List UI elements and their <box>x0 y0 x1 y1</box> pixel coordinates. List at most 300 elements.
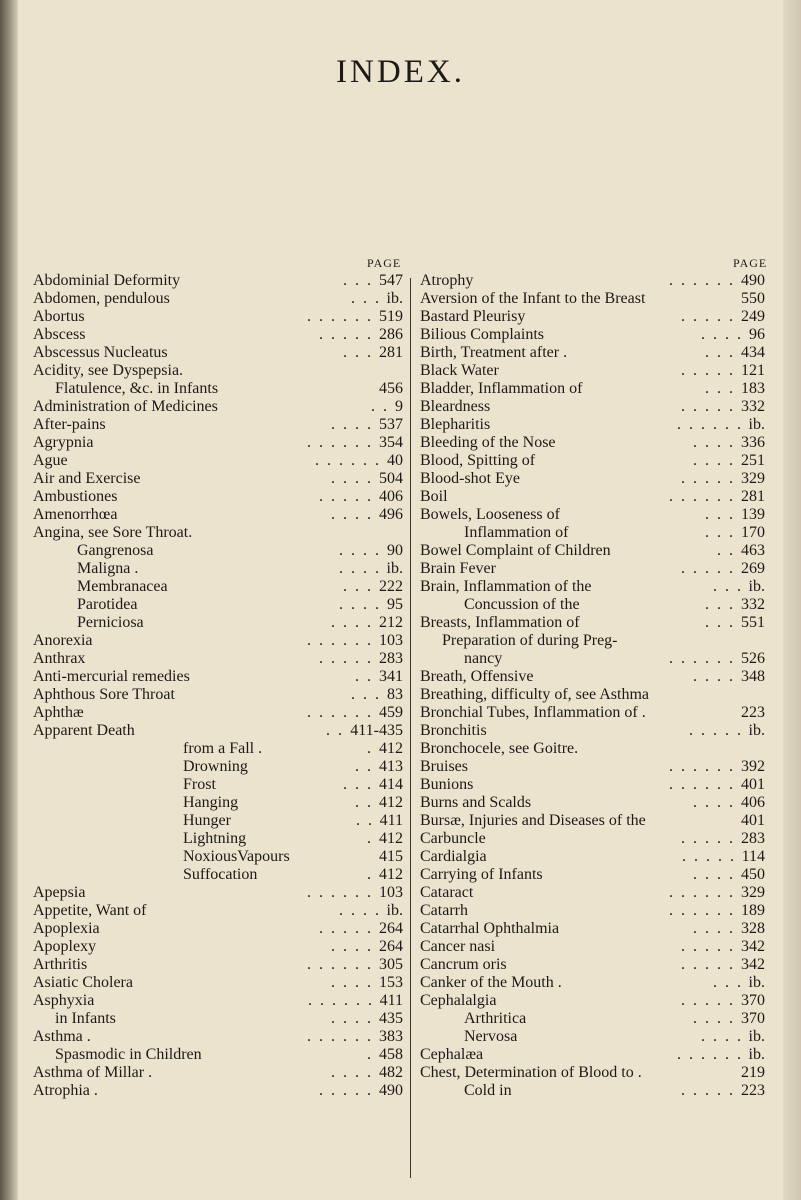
index-entry-leader: . . . <box>705 344 735 361</box>
index-entry-label: Carbuncle <box>420 830 486 847</box>
index-entry-page: 336 <box>741 434 765 451</box>
index-entry <box>33 920 403 938</box>
index-entry-label: Abscess <box>33 326 86 343</box>
index-entry-page: 305 <box>379 956 403 973</box>
index-entry <box>420 794 765 812</box>
index-entry-page: 332 <box>741 398 765 415</box>
index-entry <box>33 704 403 722</box>
index-entry-label: Brain Fever <box>420 560 496 577</box>
index-entry-page: 459 <box>379 704 403 721</box>
index-entry <box>420 884 765 902</box>
index-entry-leader: . . . . . <box>319 1082 373 1099</box>
index-entry-leader: . . . . . <box>319 488 373 505</box>
index-entry-leader: . . . . . <box>681 956 735 973</box>
index-entry-label: Bastard Pleurisy <box>420 308 526 325</box>
index-entry <box>420 722 765 740</box>
index-entry <box>33 650 403 668</box>
index-entry-page: 504 <box>379 470 403 487</box>
index-entry <box>420 1010 765 1028</box>
index-entry <box>33 344 403 362</box>
index-entry-page: 341 <box>379 668 403 685</box>
index-entry-page: 547 <box>379 272 403 289</box>
index-entry-leader: . . . . . . <box>669 776 735 793</box>
index-entry <box>420 452 765 470</box>
index-entry-page: ib. <box>748 974 765 991</box>
index-entry <box>33 830 403 848</box>
index-entry <box>33 1028 403 1046</box>
index-entry <box>420 776 765 794</box>
index-entry-label: Bruises <box>420 758 468 775</box>
index-entry <box>33 938 403 956</box>
index-entry-label: Cephalæa <box>420 1046 484 1063</box>
index-entry-leader: . <box>367 740 373 757</box>
index-entry-label: Breasts, Inflammation of <box>420 614 580 631</box>
index-entry-page: ib. <box>748 578 765 595</box>
index-entry <box>33 668 403 686</box>
index-entry-label: Abscessus Nucleatus <box>33 344 168 361</box>
index-entry <box>420 992 765 1010</box>
index-entry <box>420 704 765 722</box>
index-entry <box>420 524 765 542</box>
index-entry-page: 103 <box>379 884 403 901</box>
index-entry-leader: . . . . <box>693 434 735 451</box>
index-entry-label: Canker of the Mouth . <box>420 974 562 991</box>
index-entry <box>420 1046 765 1064</box>
index-entry-page: 435 <box>379 1010 403 1027</box>
index-entry-label: Preparation of during Preg- <box>442 632 618 649</box>
index-entry <box>420 326 765 344</box>
index-entry-leader: . . . . . . <box>307 884 373 901</box>
index-entry-label: Bleeding of the Nose <box>420 434 556 451</box>
index-entry <box>420 740 765 758</box>
index-entry-label: NoxiousVapours <box>183 848 290 865</box>
index-entry <box>420 344 765 362</box>
index-entry-leader: . . . . <box>331 974 373 991</box>
index-entry-page: 456 <box>379 380 403 397</box>
index-entry-leader: . . <box>356 812 374 829</box>
index-entry-page: 40 <box>387 452 403 469</box>
page-column-heading-right: PAGE <box>733 256 768 270</box>
index-entry-label: Abdomen, pendulous <box>33 290 170 307</box>
index-entry-leader: . . . <box>713 578 743 595</box>
index-entry-label: Bleardness <box>420 398 491 415</box>
index-entry-leader: . . . <box>705 596 735 613</box>
index-entry-label: Drowning <box>183 758 248 775</box>
index-entry-page: ib. <box>748 1046 765 1063</box>
index-entry-leader: . . . . . . <box>669 884 735 901</box>
index-entry <box>33 1046 403 1064</box>
index-entry-page: 412 <box>379 830 403 847</box>
index-entry-leader: . . . <box>343 272 373 289</box>
index-entry-label: Hanging <box>183 794 239 811</box>
index-entry-leader: . . . <box>351 290 381 307</box>
index-entry-label: Bilious Complaints <box>420 326 545 343</box>
index-entry-page: 482 <box>379 1064 403 1081</box>
index-entry-label: Bursæ, Injuries and Diseases of the <box>420 812 646 829</box>
index-entry-label: Concussion of the <box>464 596 580 613</box>
index-entry-page: 286 <box>379 326 403 343</box>
index-entry <box>33 578 403 596</box>
index-entry <box>420 362 765 380</box>
index-entry-label: Air and Exercise <box>33 470 141 487</box>
index-entry-page: 222 <box>379 578 403 595</box>
index-entry-leader: . . . . <box>339 542 381 559</box>
index-entry-leader: . . . . . <box>681 938 735 955</box>
index-entry-page: 189 <box>741 902 765 919</box>
index-entry-leader: . . . . . . <box>307 956 373 973</box>
index-entry-leader: . . <box>717 542 735 559</box>
index-entry <box>420 902 765 920</box>
index-entry-page: ib. <box>748 416 765 433</box>
index-entry-leader: . . . . <box>339 902 381 919</box>
index-entry-leader: . . . . . . <box>307 1028 373 1045</box>
index-entry <box>420 398 765 416</box>
index-entry-label: Atrophia . <box>33 1082 98 1099</box>
index-entry-label: Maligna . <box>77 560 139 577</box>
index-entry-label: Abdominial Deformity <box>33 272 181 289</box>
index-entry-label: Abortus <box>33 308 85 325</box>
index-entry <box>33 380 403 398</box>
index-entry-label: Bunions <box>420 776 474 793</box>
index-entry-label: Agrypnia <box>33 434 94 451</box>
index-entry-page: 183 <box>741 380 765 397</box>
index-entry <box>420 272 765 290</box>
index-entry-label: Carrying of Infants <box>420 866 543 883</box>
index-entry-leader: . . . . <box>339 596 381 613</box>
index-entry-label: Cephalalgia <box>420 992 497 1009</box>
index-entry-page: 348 <box>741 668 765 685</box>
index-entry-leader: . . <box>355 668 373 685</box>
index-entry-leader: . . . . <box>693 452 735 469</box>
index-entry-label: Asthma of Millar . <box>33 1064 153 1081</box>
index-entry <box>33 452 403 470</box>
index-entry-leader: . . . . <box>331 938 373 955</box>
index-entry-page: 490 <box>741 272 765 289</box>
index-entry-page: 412 <box>379 740 403 757</box>
page-column-heading-left: PAGE <box>367 256 402 270</box>
index-entry-page: 328 <box>741 920 765 937</box>
index-entry-page: 281 <box>379 344 403 361</box>
index-entry-label: Ambustiones <box>33 488 118 505</box>
index-entry-page: 9 <box>395 398 403 415</box>
index-entry-leader: . . . . . <box>319 650 373 667</box>
index-entry-page: 121 <box>741 362 765 379</box>
index-entry-leader: . . . . <box>693 920 735 937</box>
index-entry <box>33 614 403 632</box>
index-entry-leader: . . . . <box>701 1028 743 1045</box>
index-entry-leader: . . . <box>705 380 735 397</box>
index-entry-label: Asphyxia <box>33 992 95 1009</box>
index-entry <box>33 1082 403 1100</box>
index-entry-page: 496 <box>379 506 403 523</box>
index-entry-label: Blood-shot Eye <box>420 470 520 487</box>
index-entry <box>33 632 403 650</box>
index-entry-label: Bronchitis <box>420 722 487 739</box>
index-entry <box>420 848 765 866</box>
page-edge-left <box>0 0 18 1200</box>
index-entry-page: 411 <box>379 992 403 1009</box>
index-entry-label: Aphthæ <box>33 704 84 721</box>
index-entry <box>33 398 403 416</box>
index-entry <box>420 380 765 398</box>
index-entry-page: 329 <box>741 884 765 901</box>
index-entry <box>33 434 403 452</box>
index-entry-leader: . . . . . <box>681 1082 735 1099</box>
index-entry-label: Catarrhal Ophthalmia <box>420 920 560 937</box>
index-entry-page: 212 <box>379 614 403 631</box>
index-entry-label: Atrophy <box>420 272 474 289</box>
index-entry-leader: . <box>367 1046 373 1063</box>
index-entry <box>420 632 765 650</box>
index-entry-label: Aversion of the Infant to the Breast <box>420 290 646 307</box>
index-entry-label: Cancrum oris <box>420 956 507 973</box>
index-entry-page: 415 <box>379 848 403 865</box>
index-entry-page: 249 <box>741 308 765 325</box>
index-entry <box>420 614 765 632</box>
index-entry-leader: . . . . . <box>319 326 373 343</box>
index-entry-page: 392 <box>741 758 765 775</box>
index-entry-leader: . . . . <box>331 416 373 433</box>
index-entry <box>33 1064 403 1082</box>
page-title: INDEX. <box>336 54 465 90</box>
index-entry-page: 463 <box>741 542 765 559</box>
index-entry <box>420 434 765 452</box>
index-entry-leader: . . . . . . <box>307 632 373 649</box>
index-entry-leader: . . . . . <box>682 848 736 865</box>
index-entry-leader: . . . <box>705 614 735 631</box>
index-entry-label: Administration of Medicines <box>33 398 218 415</box>
index-entry-leader: . . . . . <box>681 830 735 847</box>
index-entry-page: 83 <box>387 686 403 703</box>
index-entry-leader: . . . . . . <box>307 308 373 325</box>
index-entry-page: 414 <box>379 776 403 793</box>
index-entry <box>33 902 403 920</box>
index-entry <box>33 722 403 740</box>
index-entry-label: Cataract <box>420 884 474 901</box>
index-entry <box>33 992 403 1010</box>
index-entry-page: 406 <box>379 488 403 505</box>
index-entry-page: 401 <box>741 812 765 829</box>
index-entry-label: Parotidea <box>77 596 138 613</box>
index-entry-leader: . . . . . . <box>669 758 735 775</box>
index-entry <box>33 362 403 380</box>
index-entry-label: Membranacea <box>77 578 168 595</box>
index-entry-label: Hunger <box>183 812 231 829</box>
index-entry-label: Suffocation <box>183 866 258 883</box>
index-entry <box>33 560 403 578</box>
index-entry <box>420 1064 765 1082</box>
index-entry <box>420 506 765 524</box>
index-entry-label: Blood, Spitting of <box>420 452 536 469</box>
index-entry-leader: . . . <box>705 506 735 523</box>
index-entry-page: 96 <box>749 326 765 343</box>
index-entry-page: 551 <box>741 614 765 631</box>
index-entry-page: ib. <box>386 902 403 919</box>
index-entry-leader: . . . . . <box>319 920 373 937</box>
index-entry-label: Blepharitis <box>420 416 491 433</box>
index-entry-leader: . . . . . <box>681 362 735 379</box>
index-entry-leader: . . . . <box>339 560 381 577</box>
index-entry-leader: . . . . . . <box>315 452 381 469</box>
index-entry-label: Catarrh <box>420 902 468 919</box>
index-entry-label: Nervosa <box>464 1028 518 1045</box>
index-entry-label: Spasmodic in Children <box>55 1046 202 1063</box>
index-entry-page: 269 <box>741 560 765 577</box>
index-entry-page: 283 <box>379 650 403 667</box>
index-entry-label: Angina, see Sore Throat. <box>33 524 193 541</box>
index-entry <box>33 290 403 308</box>
index-entry-label: Chest, Determination of Blood to . <box>420 1064 642 1081</box>
index-entry-page: 458 <box>379 1046 403 1063</box>
index-entry-page: 411 <box>379 812 403 829</box>
index-entry-label: Amenorrhœa <box>33 506 118 523</box>
index-entry-page: 370 <box>741 992 765 1009</box>
index-entry-label: Cold in <box>464 1082 512 1099</box>
index-entry-page: 281 <box>741 488 765 505</box>
index-entry <box>420 488 765 506</box>
index-entry-leader: . . . . . . <box>308 992 374 1009</box>
index-entry <box>33 272 403 290</box>
index-entry <box>420 956 765 974</box>
index-entry <box>420 1028 765 1046</box>
index-entry-page: 401 <box>741 776 765 793</box>
index-entry <box>33 686 403 704</box>
index-entry <box>33 542 403 560</box>
index-entry-page: 139 <box>741 506 765 523</box>
index-entry-label: Cancer nasi <box>420 938 496 955</box>
index-entry-page: ib. <box>748 722 765 739</box>
index-entry-label: Acidity, see Dyspepsia. <box>33 362 184 379</box>
index-entry-page: 490 <box>379 1082 403 1099</box>
index-entry-label: Ague <box>33 452 68 469</box>
index-entry-page: 329 <box>741 470 765 487</box>
index-entry-page: 519 <box>379 308 403 325</box>
index-entry-label: Apoplexy <box>33 938 97 955</box>
index-entry <box>420 596 765 614</box>
index-entry-label: Birth, Treatment after . <box>420 344 568 361</box>
index-entry-page: 550 <box>741 290 765 307</box>
index-entry-page: 114 <box>741 848 765 865</box>
index-entry-leader: . . . . . <box>681 560 735 577</box>
index-entry-page: 383 <box>379 1028 403 1045</box>
index-entry-page: 90 <box>387 542 403 559</box>
index-entry-label: Brain, Inflammation of the <box>420 578 592 595</box>
index-entry-label: Appetite, Want of <box>33 902 147 919</box>
index-entry <box>420 920 765 938</box>
index-entry-label: Breath, Offensive <box>420 668 534 685</box>
index-entry-page: 412 <box>379 866 403 883</box>
index-entry <box>33 1010 403 1028</box>
index-entry-leader: . . . . . . <box>669 272 735 289</box>
index-entry-leader: . . . <box>713 974 743 991</box>
index-entry <box>420 974 765 992</box>
index-entry-leader: . . . . . . <box>307 434 373 451</box>
index-entry-label: Burns and Scalds <box>420 794 532 811</box>
index-entry-leader: . . <box>326 722 344 739</box>
index-entry <box>420 686 765 704</box>
index-entry-page: 450 <box>741 866 765 883</box>
index-entry-leader: . . . . <box>331 470 373 487</box>
index-entry <box>33 974 403 992</box>
index-column-right <box>420 272 765 1100</box>
index-entry <box>420 668 765 686</box>
index-entry-label: Asiatic Cholera <box>33 974 133 991</box>
index-entry-label: Aphthous Sore Throat <box>33 686 175 703</box>
index-entry-label: Asthma . <box>33 1028 91 1045</box>
index-entry-page: 434 <box>741 344 765 361</box>
index-entry-leader: . . . . . <box>681 470 735 487</box>
index-entry-leader: . . . . <box>701 326 743 343</box>
index-entry-label: Apparent Death <box>33 722 135 739</box>
index-entry-label: from a Fall . <box>183 740 263 757</box>
index-entry-page: 103 <box>379 632 403 649</box>
index-entry-page: ib. <box>386 290 403 307</box>
index-entry-label: Cardialgia <box>420 848 487 865</box>
index-entry <box>33 326 403 344</box>
index-entry <box>420 290 765 308</box>
index-entry-page: 526 <box>741 650 765 667</box>
index-entry-leader: . . . <box>351 686 381 703</box>
index-entry <box>420 470 765 488</box>
index-entry <box>33 812 403 830</box>
index-entry-page: 264 <box>379 920 403 937</box>
index-entry-label: Breathing, difficulty of, see Asthma <box>420 686 649 703</box>
index-entry <box>33 848 403 866</box>
index-entry-label: Bronchocele, see Goitre. <box>420 740 579 757</box>
index-entry-page: 537 <box>379 416 403 433</box>
index-entry <box>33 776 403 794</box>
index-entry-leader: . . . . . . <box>669 902 735 919</box>
index-entry-leader: . . . . . <box>689 722 743 739</box>
index-entry <box>33 506 403 524</box>
index-entry-page: 170 <box>741 524 765 541</box>
index-entry-label: Lightning <box>183 830 247 847</box>
index-entry-label: Frost <box>183 776 216 793</box>
index-entry-label: Boil <box>420 488 448 505</box>
index-entry-label: Perniciosa <box>77 614 144 631</box>
index-entry <box>420 416 765 434</box>
index-entry-leader: . . . . . . <box>677 416 743 433</box>
index-entry-page: 251 <box>741 452 765 469</box>
index-entry <box>33 416 403 434</box>
index-entry-label: Anthrax <box>33 650 86 667</box>
index-entry-leader: . <box>367 866 373 883</box>
index-entry-page: 342 <box>741 938 765 955</box>
index-entry-page: 411-435 <box>350 722 403 739</box>
index-entry <box>420 758 765 776</box>
index-entry <box>33 470 403 488</box>
page-edge-right <box>783 0 801 1200</box>
index-entry-page: 413 <box>379 758 403 775</box>
index-entry <box>33 794 403 812</box>
index-entry <box>33 956 403 974</box>
index-entry-label: Arthritis <box>33 956 88 973</box>
index-entry <box>420 866 765 884</box>
index-entry-page: 219 <box>741 1064 765 1081</box>
index-entry-leader: . . . . . . <box>677 1046 743 1063</box>
index-entry-label: Apoplexia <box>33 920 100 937</box>
index-entry-page: 342 <box>741 956 765 973</box>
index-entry <box>420 650 765 668</box>
index-entry-leader: . . . . . <box>681 992 735 1009</box>
index-entry-page: ib. <box>386 560 403 577</box>
index-entry-page: ib. <box>748 1028 765 1045</box>
index-entry-leader: . . . . <box>693 1010 735 1027</box>
index-entry <box>33 758 403 776</box>
index-entry-leader: . . . . . . <box>669 488 735 505</box>
index-entry <box>420 308 765 326</box>
index-entry-leader: . . <box>355 794 373 811</box>
